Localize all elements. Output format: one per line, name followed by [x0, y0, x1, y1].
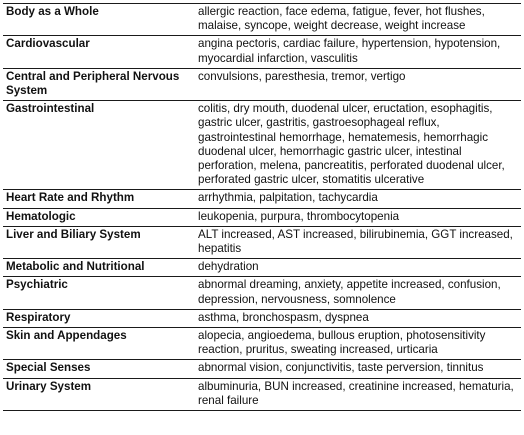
body-system-cell: Gastrointestinal — [3, 101, 195, 190]
body-system-cell: Psychiatric — [3, 277, 195, 309]
events-cell: asthma, bronchospasm, dyspnea — [195, 309, 521, 327]
events-cell: alopecia, angioedema, bullous eruption, photosensitivity reaction, pruritus, sweating increased, urticaria — [195, 328, 521, 360]
events-cell: abnormal dreaming, anxiety, appetite increased, confusion, depression, nervousness, somnolence — [195, 277, 521, 309]
events-cell: albuminuria, BUN increased, creatinine increased, hematuria, renal failure — [195, 378, 521, 410]
adverse-events-table — [3, 3, 521, 411]
events-cell: convulsions, paresthesia, tremor, vertigo — [195, 68, 521, 100]
table-row — [3, 4, 521, 36]
events-cell: dehydration — [195, 259, 521, 277]
events-cell: allergic reaction, face edema, fatigue, fever, hot flushes, malaise, syncope, weight decrease, weight increase — [195, 4, 521, 36]
table-row — [3, 277, 521, 309]
table-row — [3, 309, 521, 327]
body-system-cell: Heart Rate and Rhythm — [3, 190, 195, 208]
events-cell: leukopenia, purpura, thrombocytopenia — [195, 208, 521, 226]
table-row — [3, 101, 521, 190]
body-system-cell: Hematologic — [3, 208, 195, 226]
events-cell: angina pectoris, cardiac failure, hypertension, hypotension, myocardial infarction, vasculitis — [195, 36, 521, 68]
body-system-cell: Body as a Whole — [3, 4, 195, 36]
events-cell: abnormal vision, conjunctivitis, taste perversion, tinnitus — [195, 360, 521, 378]
body-system-cell: Urinary System — [3, 378, 195, 410]
events-cell: arrhythmia, palpitation, tachycardia — [195, 190, 521, 208]
body-system-cell: Central and Peripheral Nervous System — [3, 68, 195, 100]
table-row — [3, 259, 521, 277]
body-system-cell: Special Senses — [3, 360, 195, 378]
table-row — [3, 36, 521, 68]
body-system-cell: Metabolic and Nutritional — [3, 259, 195, 277]
body-system-cell: Respiratory — [3, 309, 195, 327]
table-row — [3, 378, 521, 410]
table-row — [3, 68, 521, 100]
body-system-cell: Cardiovascular — [3, 36, 195, 68]
body-system-cell: Skin and Appendages — [3, 328, 195, 360]
table-row — [3, 226, 521, 258]
table-row — [3, 328, 521, 360]
events-cell: colitis, dry mouth, duodenal ulcer, eructation, esophagitis, gastric ulcer, gastritis, gastroesophageal reflux, gastrointestinal hemorrhage, hematemesis, hemorrhagic duodenal ulcer, hemorrhagic gastric ulcer, intestinal perforation, melena, pancreatitis, perforated duodenal ulcer, perforated gastric ulcer, stomatitis ulcerative — [195, 101, 521, 190]
body-system-cell: Liver and Biliary System — [3, 226, 195, 258]
table-row — [3, 360, 521, 378]
events-cell: ALT increased, AST increased, bilirubinemia, GGT increased, hepatitis — [195, 226, 521, 258]
table-row — [3, 190, 521, 208]
table-row — [3, 208, 521, 226]
